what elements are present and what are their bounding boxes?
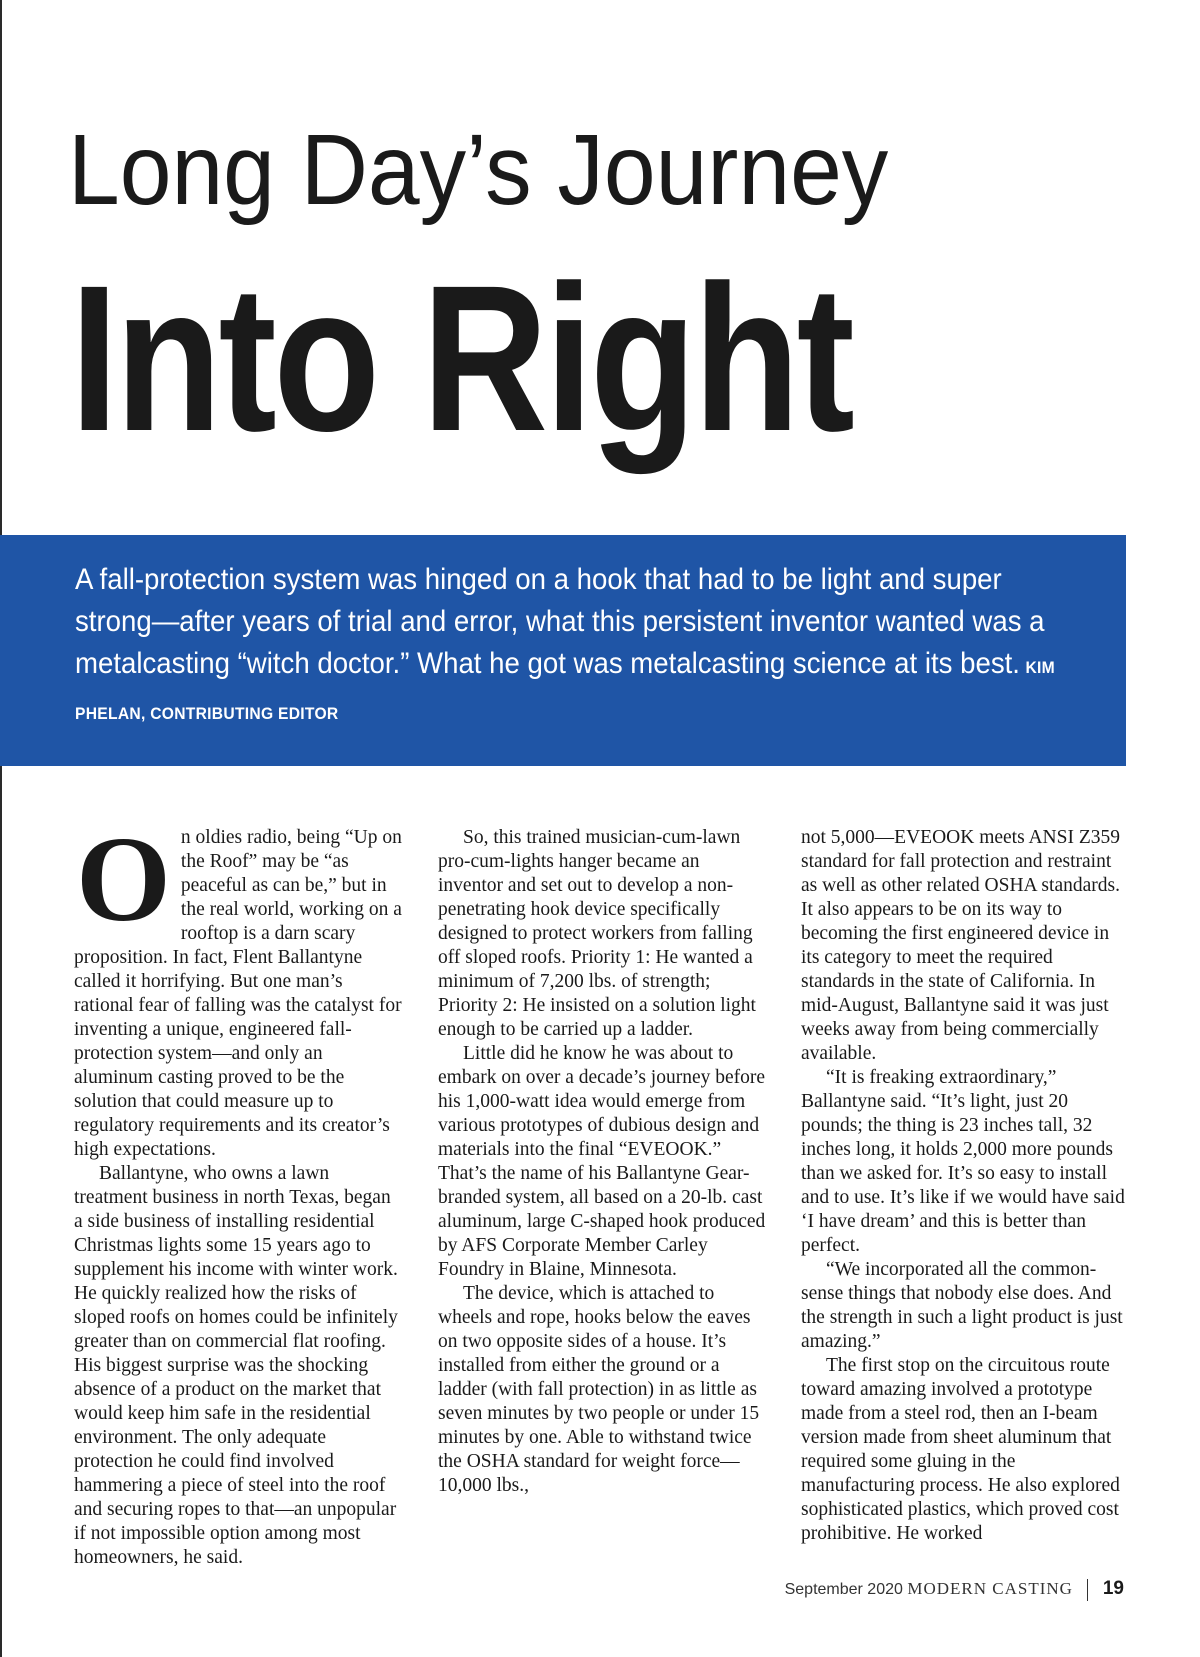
article-paragraph: Little did he know he was about to embark on over a decade’s journey before his 1,000-watt idea would emerge from various prototypes of dubious design and materials into the final “EVEOOK.” That’s the name of his Ballantyne Gear-branded system, all based on a 20-lb. cast aluminum, large C-shaped hook produced by AFS Corporate Member Carley Foundry in Blaine, Minnesota. — [438, 1043, 766, 1280]
footer-date: September 2020 — [784, 1581, 903, 1598]
page-edge-rule — [0, 0, 2, 1657]
footer-divider — [1087, 1579, 1088, 1601]
article-paragraph: “It is freaking extraordinary,” Ballantyne said. “It’s light, just 20 pounds; the thing is 23 inches tall, 32 inches long, it holds 2,000 more pounds than we asked for. It’s so easy to install and to use. It’s like if we would have said ‘I have dream’ and this is better than perfect. — [801, 1067, 1125, 1256]
deck-text: A fall-protection system was hinged on a hook that had to be light and super strong—after years of trial and error, what this persistent inventor wanted was a metalcasting “witch doctor.” What he got was metalcasting science at its best. — [75, 563, 1045, 680]
article-paragraph: not 5,000—EVEOOK meets ANSI Z359 standard for fall protection and restraint as well as other related OSHA standards. It also appears to be on its way to becoming the first engineered device in its category to meet the required standards in the state of California. In mid-August, Ballantyne said it was just weeks away from being commercially available. — [801, 827, 1121, 1064]
deck-paragraph — [75, 559, 1069, 735]
page-number: 19 — [1102, 1578, 1124, 1599]
headline-line-1: Long Day’s Journey — [68, 114, 889, 226]
page-footer — [785, 1578, 1124, 1601]
article-paragraph — [74, 812, 404, 1162]
headline-line-2: Into Right — [70, 243, 852, 475]
article-paragraph: So, this trained musician-cum-lawn pro-cum-lights hanger became an inventor and set out to develop a non-penetrating hook device specifically designed to protect workers from falling off sloped roofs. Priority 1: He wanted a minimum of 7,200 lbs. of strength; Priority 2: He insisted on a solution light enough to be carried up a ladder. — [438, 827, 756, 1040]
footer-magazine-name: MODERN CASTING — [907, 1579, 1073, 1598]
drop-cap: O — [76, 812, 171, 947]
byline: KIM PHELAN, CONTRIBUTING EDITOR — [75, 658, 1055, 723]
article-paragraph: The device, which is attached to wheels and rope, hooks below the eaves on two opposite sides of a house. It’s installed from either the ground or a ladder (with fall protection) in as little as seven minutes by two people or under 15 minutes by one. Able to withstand twice the OSHA standard for weight force—10,000 lbs., — [438, 1283, 760, 1496]
article-paragraph: Ballantyne, who owns a lawn treatment business in north Texas, began a side business of installing residential Christmas lights some 15 years ago to supplement his income with winter work. He quickly realized how the risks of sloped roofs on homes could be infinitely greater than on commercial flat roofing. His biggest surprise was the shocking absence of a product on the market that would keep him safe in the residential environment. The only adequate protection he could find involved hammering a piece of steel into the roof and securing ropes to that—an unpopular if not impossible option among most homeowners, he said. — [74, 1163, 398, 1568]
article-column-2 — [438, 826, 768, 1498]
paragraph-text: n oldies radio, being “Up on the Roof” may be “as peaceful as can be,” but in the real world, working on a rooftop is a darn scary proposition. In fact, Flent Ballantyne called it horrifying. But one man’s rational fear of falling was the catalyst for inventing a unique, engineered fall-protection system—and only an aluminum casting proved to be the solution that could measure up to regulatory requirements and its creator’s high expectations. — [74, 827, 402, 1160]
deck-banner — [0, 535, 1126, 766]
article-paragraph: The first stop on the circuitous route toward amazing involved a prototype made from a steel rod, then an I-beam version made from sheet aluminum that required some gluing in the manufacturing process. He also explored sophisticated plastics, which proved cost prohibitive. He worked — [801, 1355, 1120, 1544]
article-paragraph: “We incorporated all the common-sense things that nobody else does. And the strength in such a light product is just amazing.” — [801, 1259, 1123, 1352]
article-column-1 — [74, 812, 404, 1570]
article-column-3 — [801, 826, 1131, 1546]
